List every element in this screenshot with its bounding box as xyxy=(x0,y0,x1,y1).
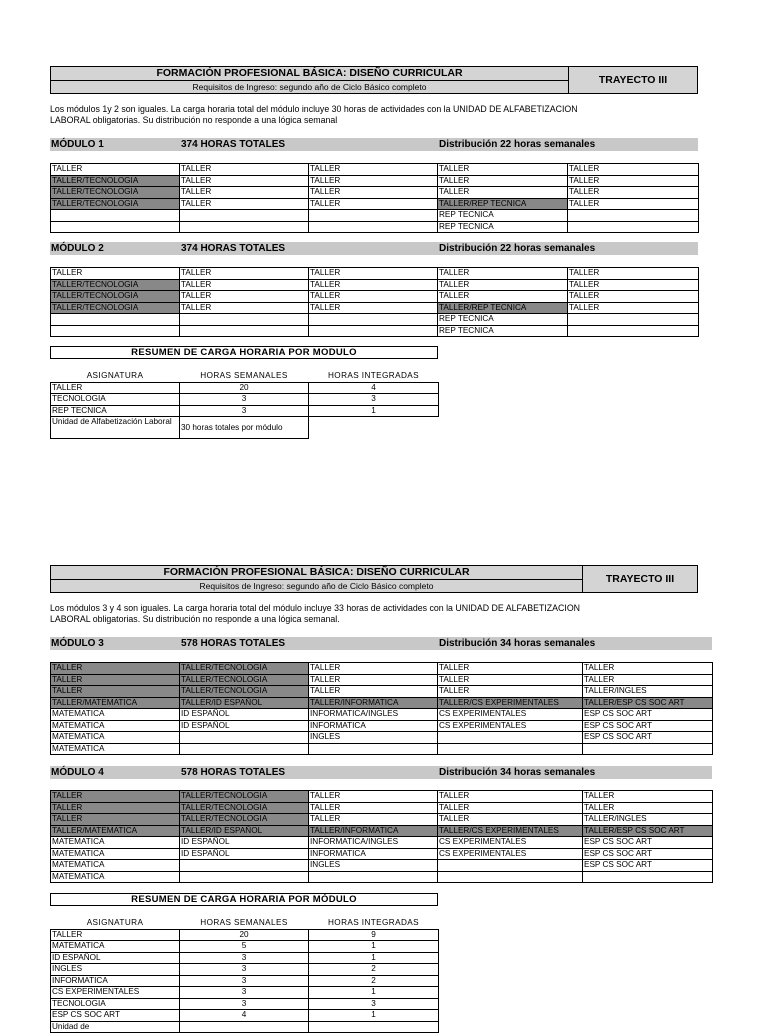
summary-integrated-hours: 3 xyxy=(309,998,439,1010)
schedule-cell xyxy=(180,743,309,755)
summary-row xyxy=(51,964,439,976)
schedule-cell xyxy=(438,860,583,872)
schedule-cell: TALLER/ID ESPAÑOL xyxy=(180,825,309,837)
module-1-bar xyxy=(50,138,698,151)
module-name: MÓDULO 3 xyxy=(51,638,104,649)
schedule-cell xyxy=(309,210,438,222)
module-hours: 374 HORAS TOTALES xyxy=(181,139,286,150)
schedule-cell: TALLER xyxy=(180,198,309,210)
header-trayecto: TRAYECTO III xyxy=(605,573,675,585)
schedule-cell: TALLER xyxy=(51,663,180,675)
schedule-cell: TALLER xyxy=(438,187,568,199)
module-hours: 578 HORAS TOTALES xyxy=(181,638,286,649)
summary-row xyxy=(51,941,439,953)
schedule-cell: TALLER/TECNOLOGIA xyxy=(51,302,180,314)
module-hours: 578 HORAS TOTALES xyxy=(181,767,286,778)
schedule-cell: ID ESPAÑOL xyxy=(180,709,309,721)
schedule-cell xyxy=(51,210,180,222)
col-horas-integradas: HORAS INTEGRADAS xyxy=(309,918,439,929)
schedule-cell: TALLER/REP TECNICA xyxy=(438,302,568,314)
schedule-cell: TALLER/CS EXPERIMENTALES xyxy=(438,825,583,837)
schedule-cell: TALLER xyxy=(568,279,699,291)
schedule-cell: TALLER xyxy=(180,302,309,314)
summary-row xyxy=(51,987,439,999)
summary-subject: ID ESPAÑOL xyxy=(51,952,180,964)
schedule-row xyxy=(51,268,699,280)
schedule-cell: MATEMATICA xyxy=(51,709,180,721)
schedule-cell: TALLER/INFORMATICA xyxy=(309,825,438,837)
schedule-row xyxy=(51,743,713,755)
schedule-cell: TALLER/MATEMATICA xyxy=(51,697,180,709)
schedule-cell: TALLER xyxy=(568,175,699,187)
schedule-cell xyxy=(568,210,699,222)
schedule-cell xyxy=(568,325,699,337)
schedule-cell xyxy=(51,314,180,326)
col-horas-integradas: HORAS INTEGRADAS xyxy=(309,371,439,382)
schedule-row xyxy=(51,732,713,744)
schedule-cell: TALLER xyxy=(309,791,438,803)
schedule-cell: INFORMATICA/INGLES xyxy=(309,709,438,721)
schedule-cell: TALLER xyxy=(583,674,713,686)
schedule-cell: TALLER xyxy=(180,291,309,303)
schedule-cell: INFORMATICA xyxy=(309,720,438,732)
ual-label: Unidad de xyxy=(51,1021,180,1033)
module-hours: 374 HORAS TOTALES xyxy=(181,243,286,254)
schedule-row xyxy=(51,848,713,860)
summary-subject: ESP CS SOC ART xyxy=(51,1010,180,1022)
summary-integrated-hours: 1 xyxy=(309,941,439,953)
schedule-cell: CS EXPERIMENTALES xyxy=(438,720,583,732)
module-name: MÓDULO 4 xyxy=(51,767,104,778)
schedule-cell xyxy=(51,221,180,233)
module-3-schedule xyxy=(50,662,713,755)
summary-row xyxy=(51,382,439,394)
module-4-schedule xyxy=(50,790,713,883)
summary-integrated-hours: 2 xyxy=(309,964,439,976)
summary-weekly-hours: 3 xyxy=(180,394,309,406)
schedule-cell: TALLER xyxy=(568,198,699,210)
summary-title: RESUMEN DE CARGA HORARIA POR MODULO xyxy=(50,346,438,359)
module-3-bar xyxy=(50,637,712,650)
schedule-cell: REP TECNICA xyxy=(438,221,568,233)
schedule-cell: TALLER xyxy=(180,268,309,280)
summary-row xyxy=(51,1010,439,1022)
schedule-cell: TALLER xyxy=(180,164,309,176)
header-title: FORMACIÓN PROFESIONAL BÁSICA: DISEÑO CURRICULAR xyxy=(51,566,582,580)
summary-integrated-hours: 3 xyxy=(309,394,439,406)
schedule-row xyxy=(51,837,713,849)
module-4-bar xyxy=(50,766,712,779)
schedule-cell: TALLER xyxy=(438,164,568,176)
schedule-row xyxy=(51,709,713,721)
summary-table xyxy=(50,918,439,1033)
schedule-cell: ESP CS SOC ART xyxy=(583,732,713,744)
summary-subject: TALLER xyxy=(51,382,180,394)
ual-label: Unidad de Alfabetización Laboral xyxy=(51,417,180,439)
schedule-cell: INFORMATICA xyxy=(309,848,438,860)
summary-integrated-hours: 1 xyxy=(309,952,439,964)
schedule-cell: ESP CS SOC ART xyxy=(583,848,713,860)
summary-row xyxy=(51,405,439,417)
summary-table xyxy=(50,371,439,439)
summary-subject: REP TECNICA xyxy=(51,405,180,417)
schedule-cell: ID ESPAÑOL xyxy=(180,837,309,849)
summary-row xyxy=(51,998,439,1010)
schedule-cell: TALLER xyxy=(309,686,438,698)
schedule-cell: TALLER/TECNOLOGIA xyxy=(51,279,180,291)
schedule-row xyxy=(51,720,713,732)
module-2-bar xyxy=(50,242,698,255)
summary-row xyxy=(51,952,439,964)
schedule-cell: TALLER/REP TECNICA xyxy=(438,198,568,210)
summary-subject: INFORMATICA xyxy=(51,975,180,987)
schedule-cell xyxy=(309,325,438,337)
schedule-cell: TALLER xyxy=(438,814,583,826)
schedule-cell: TALLER xyxy=(583,791,713,803)
schedule-cell: TALLER/CS EXPERIMENTALES xyxy=(438,697,583,709)
module-distribution: Distribución 22 horas semanales xyxy=(439,139,596,150)
schedule-cell xyxy=(180,860,309,872)
header-trayecto: TRAYECTO III xyxy=(598,74,668,86)
schedule-row xyxy=(51,802,713,814)
page2-note xyxy=(50,603,690,625)
schedule-cell xyxy=(180,871,309,883)
summary-subject: TECNOLOGIA xyxy=(51,998,180,1010)
schedule-cell xyxy=(180,325,309,337)
schedule-cell xyxy=(438,871,583,883)
schedule-cell: CS EXPERIMENTALES xyxy=(438,837,583,849)
schedule-cell: TALLER/TECNOLOGIA xyxy=(180,791,309,803)
schedule-row xyxy=(51,314,699,326)
summary-header-row xyxy=(51,371,439,382)
schedule-row xyxy=(51,825,713,837)
schedule-cell: TALLER xyxy=(309,187,438,199)
schedule-cell: TALLER xyxy=(583,802,713,814)
schedule-cell: TALLER xyxy=(51,686,180,698)
schedule-cell: TALLER/INGLES xyxy=(583,686,713,698)
schedule-cell: TALLER xyxy=(51,268,180,280)
schedule-cell: ID ESPAÑOL xyxy=(180,848,309,860)
schedule-cell: MATEMATICA xyxy=(51,743,180,755)
schedule-cell: TALLER xyxy=(583,663,713,675)
schedule-row xyxy=(51,175,699,187)
schedule-cell: CS EXPERIMENTALES xyxy=(438,709,583,721)
schedule-cell: TALLER xyxy=(438,175,568,187)
summary-weekly-hours: 3 xyxy=(180,405,309,417)
schedule-cell xyxy=(180,732,309,744)
schedule-cell: TALLER/TECNOLOGIA xyxy=(180,663,309,675)
schedule-cell: TALLER xyxy=(438,674,583,686)
schedule-cell: TALLER xyxy=(438,663,583,675)
summary-integrated-hours: 9 xyxy=(309,929,439,941)
schedule-cell: REP TECNICA xyxy=(438,314,568,326)
module-distribution: Distribución 34 horas semanales xyxy=(439,638,596,649)
module-distribution: Distribución 34 horas semanales xyxy=(439,767,596,778)
summary-weekly-hours: 20 xyxy=(180,929,309,941)
schedule-cell xyxy=(583,871,713,883)
schedule-cell: TALLER/TECNOLOGIA xyxy=(180,802,309,814)
schedule-cell xyxy=(568,221,699,233)
schedule-cell: TALLER/TECNOLOGIA xyxy=(180,674,309,686)
schedule-cell: MATEMATICA xyxy=(51,720,180,732)
schedule-row xyxy=(51,697,713,709)
summary-integrated-hours: 1 xyxy=(309,405,439,417)
summary-row xyxy=(51,929,439,941)
summary-subject: CS EXPERIMENTALES xyxy=(51,987,180,999)
summary-weekly-hours: 3 xyxy=(180,952,309,964)
schedule-cell: ID ESPAÑOL xyxy=(180,720,309,732)
schedule-cell: TALLER/TECNOLOGIA xyxy=(180,686,309,698)
note-line: Los módulos 3 y 4 son iguales. La carga horaria total del módulo incluye 33 horas de actividades con la UNIDAD DE ALFABETIZACION xyxy=(50,603,581,613)
col-asignatura: ASIGNATURA xyxy=(51,918,180,929)
schedule-cell: TALLER xyxy=(309,268,438,280)
summary-weekly-hours: 3 xyxy=(180,998,309,1010)
schedule-cell: TALLER xyxy=(180,187,309,199)
schedule-cell: TALLER xyxy=(180,175,309,187)
schedule-cell: TALLER xyxy=(438,279,568,291)
header-left xyxy=(51,566,583,592)
summary-subject: TALLER xyxy=(51,929,180,941)
summary-integrated-hours: 1 xyxy=(309,1010,439,1022)
schedule-cell: TALLER xyxy=(51,802,180,814)
schedule-row xyxy=(51,325,699,337)
schedule-cell: TALLER xyxy=(309,674,438,686)
summary-weekly-hours: 3 xyxy=(180,964,309,976)
schedule-row xyxy=(51,210,699,222)
ual-row xyxy=(51,1021,439,1033)
schedule-row xyxy=(51,291,699,303)
schedule-cell: TALLER/TECNOLOGIA xyxy=(51,187,180,199)
summary-weekly-hours: 3 xyxy=(180,987,309,999)
schedule-row xyxy=(51,187,699,199)
schedule-cell: TALLER xyxy=(51,791,180,803)
summary-weekly-hours: 5 xyxy=(180,941,309,953)
schedule-cell: TALLER xyxy=(309,802,438,814)
schedule-cell: TALLER xyxy=(309,175,438,187)
schedule-cell: TALLER xyxy=(568,187,699,199)
schedule-cell: TALLER xyxy=(309,663,438,675)
schedule-cell: TALLER xyxy=(438,686,583,698)
header-subtitle: Requisitos de Ingreso: segundo año de Ciclo Básico completo xyxy=(199,581,434,591)
schedule-cell: TALLER xyxy=(309,279,438,291)
schedule-cell xyxy=(438,743,583,755)
schedule-cell: TALLER xyxy=(51,814,180,826)
module-2-schedule xyxy=(50,267,699,337)
schedule-cell: TALLER/TECNOLOGIA xyxy=(51,175,180,187)
schedule-row xyxy=(51,674,713,686)
schedule-row xyxy=(51,860,713,872)
summary-header-row xyxy=(51,918,439,929)
schedule-cell xyxy=(309,314,438,326)
schedule-cell xyxy=(568,314,699,326)
col-horas-semanales: HORAS SEMANALES xyxy=(180,371,309,382)
schedule-cell: TALLER xyxy=(438,268,568,280)
schedule-cell: ESP CS SOC ART xyxy=(583,709,713,721)
schedule-cell xyxy=(180,221,309,233)
summary-integrated-hours: 4 xyxy=(309,382,439,394)
module-1-schedule xyxy=(50,163,699,233)
schedule-row xyxy=(51,302,699,314)
schedule-cell: TALLER/ESP CS SOC ART xyxy=(583,697,713,709)
schedule-row xyxy=(51,279,699,291)
schedule-cell: MATEMATICA xyxy=(51,848,180,860)
schedule-cell xyxy=(180,210,309,222)
schedule-row xyxy=(51,198,699,210)
schedule-cell: TALLER xyxy=(438,791,583,803)
schedule-row xyxy=(51,814,713,826)
summary-integrated-hours: 2 xyxy=(309,975,439,987)
schedule-cell: MATEMATICA xyxy=(51,732,180,744)
schedule-cell: TALLER xyxy=(568,291,699,303)
note-line: LABORAL obligatorias. Su distribución no responde a una lógica semanal. xyxy=(50,614,340,624)
schedule-cell: TALLER/TECNOLOGIA xyxy=(51,198,180,210)
schedule-cell: TALLER/INGLES xyxy=(583,814,713,826)
schedule-row xyxy=(51,663,713,675)
schedule-cell: ESP CS SOC ART xyxy=(583,837,713,849)
schedule-cell: TALLER xyxy=(568,302,699,314)
schedule-cell xyxy=(180,314,309,326)
schedule-cell xyxy=(51,325,180,337)
schedule-cell xyxy=(309,221,438,233)
schedule-cell: TALLER xyxy=(438,802,583,814)
schedule-cell: MATEMATICA xyxy=(51,871,180,883)
schedule-cell: TALLER xyxy=(438,291,568,303)
schedule-cell: TALLER/MATEMATICA xyxy=(51,825,180,837)
schedule-cell xyxy=(309,743,438,755)
col-horas-semanales: HORAS SEMANALES xyxy=(180,918,309,929)
summary-weekly-hours: 4 xyxy=(180,1010,309,1022)
schedule-cell: TALLER xyxy=(309,164,438,176)
schedule-cell: TALLER xyxy=(309,302,438,314)
schedule-row xyxy=(51,221,699,233)
header-subtitle: Requisitos de Ingreso: segundo año de Ciclo Básico completo xyxy=(192,82,427,92)
module-distribution: Distribución 22 horas semanales xyxy=(439,243,596,254)
schedule-row xyxy=(51,791,713,803)
note-line: LABORAL obligatorias. Su distribución no responde a una lógica semanal xyxy=(50,115,338,125)
schedule-cell xyxy=(583,743,713,755)
schedule-cell: ESP CS SOC ART xyxy=(583,720,713,732)
schedule-cell: REP TECNICA xyxy=(438,325,568,337)
schedule-cell: TALLER xyxy=(309,814,438,826)
summary-title: RESUMEN DE CARGA HORARIA POR MÓDULO xyxy=(50,893,438,906)
header-title: FORMACIÓN PROFESIONAL BÁSICA: DISEÑO CURRICULAR xyxy=(51,67,568,81)
schedule-row xyxy=(51,164,699,176)
schedule-cell: TALLER/INFORMATICA xyxy=(309,697,438,709)
module-name: MÓDULO 2 xyxy=(51,243,104,254)
schedule-cell: TALLER xyxy=(51,164,180,176)
schedule-row xyxy=(51,871,713,883)
summary-row xyxy=(51,975,439,987)
schedule-cell: TALLER/ID ESPAÑOL xyxy=(180,697,309,709)
summary-weekly-hours: 3 xyxy=(180,975,309,987)
summary-subject: MATEMATICA xyxy=(51,941,180,953)
header-left xyxy=(51,67,569,93)
schedule-cell: INGLES xyxy=(309,732,438,744)
col-asignatura: ASIGNATURA xyxy=(51,371,180,382)
schedule-cell: TALLER xyxy=(51,674,180,686)
schedule-cell: TALLER xyxy=(568,164,699,176)
schedule-row xyxy=(51,686,713,698)
schedule-cell: TALLER xyxy=(568,268,699,280)
module-name: MÓDULO 1 xyxy=(51,139,104,150)
note-line: Los módulos 1y 2 son iguales. La carga horaria total del módulo incluye 30 horas de actividades con la UNIDAD DE ALFABETIZACION xyxy=(50,104,578,114)
schedule-cell xyxy=(438,732,583,744)
summary-weekly-hours: 20 xyxy=(180,382,309,394)
summary-row xyxy=(51,394,439,406)
page2-header xyxy=(50,565,698,593)
schedule-cell: MATEMATICA xyxy=(51,837,180,849)
schedule-cell: TALLER/ESP CS SOC ART xyxy=(583,825,713,837)
ual-row xyxy=(51,417,439,439)
schedule-cell: TALLER xyxy=(309,291,438,303)
page1-header xyxy=(50,66,698,94)
schedule-cell xyxy=(309,871,438,883)
summary-subject: TECNOLOGIA xyxy=(51,394,180,406)
schedule-cell: INFORMATICA/INGLES xyxy=(309,837,438,849)
schedule-cell: TALLER/TECNOLOGIA xyxy=(180,814,309,826)
summary-integrated-hours: 1 xyxy=(309,987,439,999)
schedule-cell: REP TECNICA xyxy=(438,210,568,222)
schedule-cell: MATEMATICA xyxy=(51,860,180,872)
schedule-cell: TALLER xyxy=(180,279,309,291)
summary-subject: INGLES xyxy=(51,964,180,976)
page1-note xyxy=(50,104,690,126)
schedule-cell: CS EXPERIMENTALES xyxy=(438,848,583,860)
ual-value: 30 horas totales por módulo xyxy=(180,417,309,439)
schedule-cell: ESP CS SOC ART xyxy=(583,860,713,872)
schedule-cell: TALLER xyxy=(309,198,438,210)
schedule-cell: INGLES xyxy=(309,860,438,872)
schedule-cell: TALLER/TECNOLOGIA xyxy=(51,291,180,303)
